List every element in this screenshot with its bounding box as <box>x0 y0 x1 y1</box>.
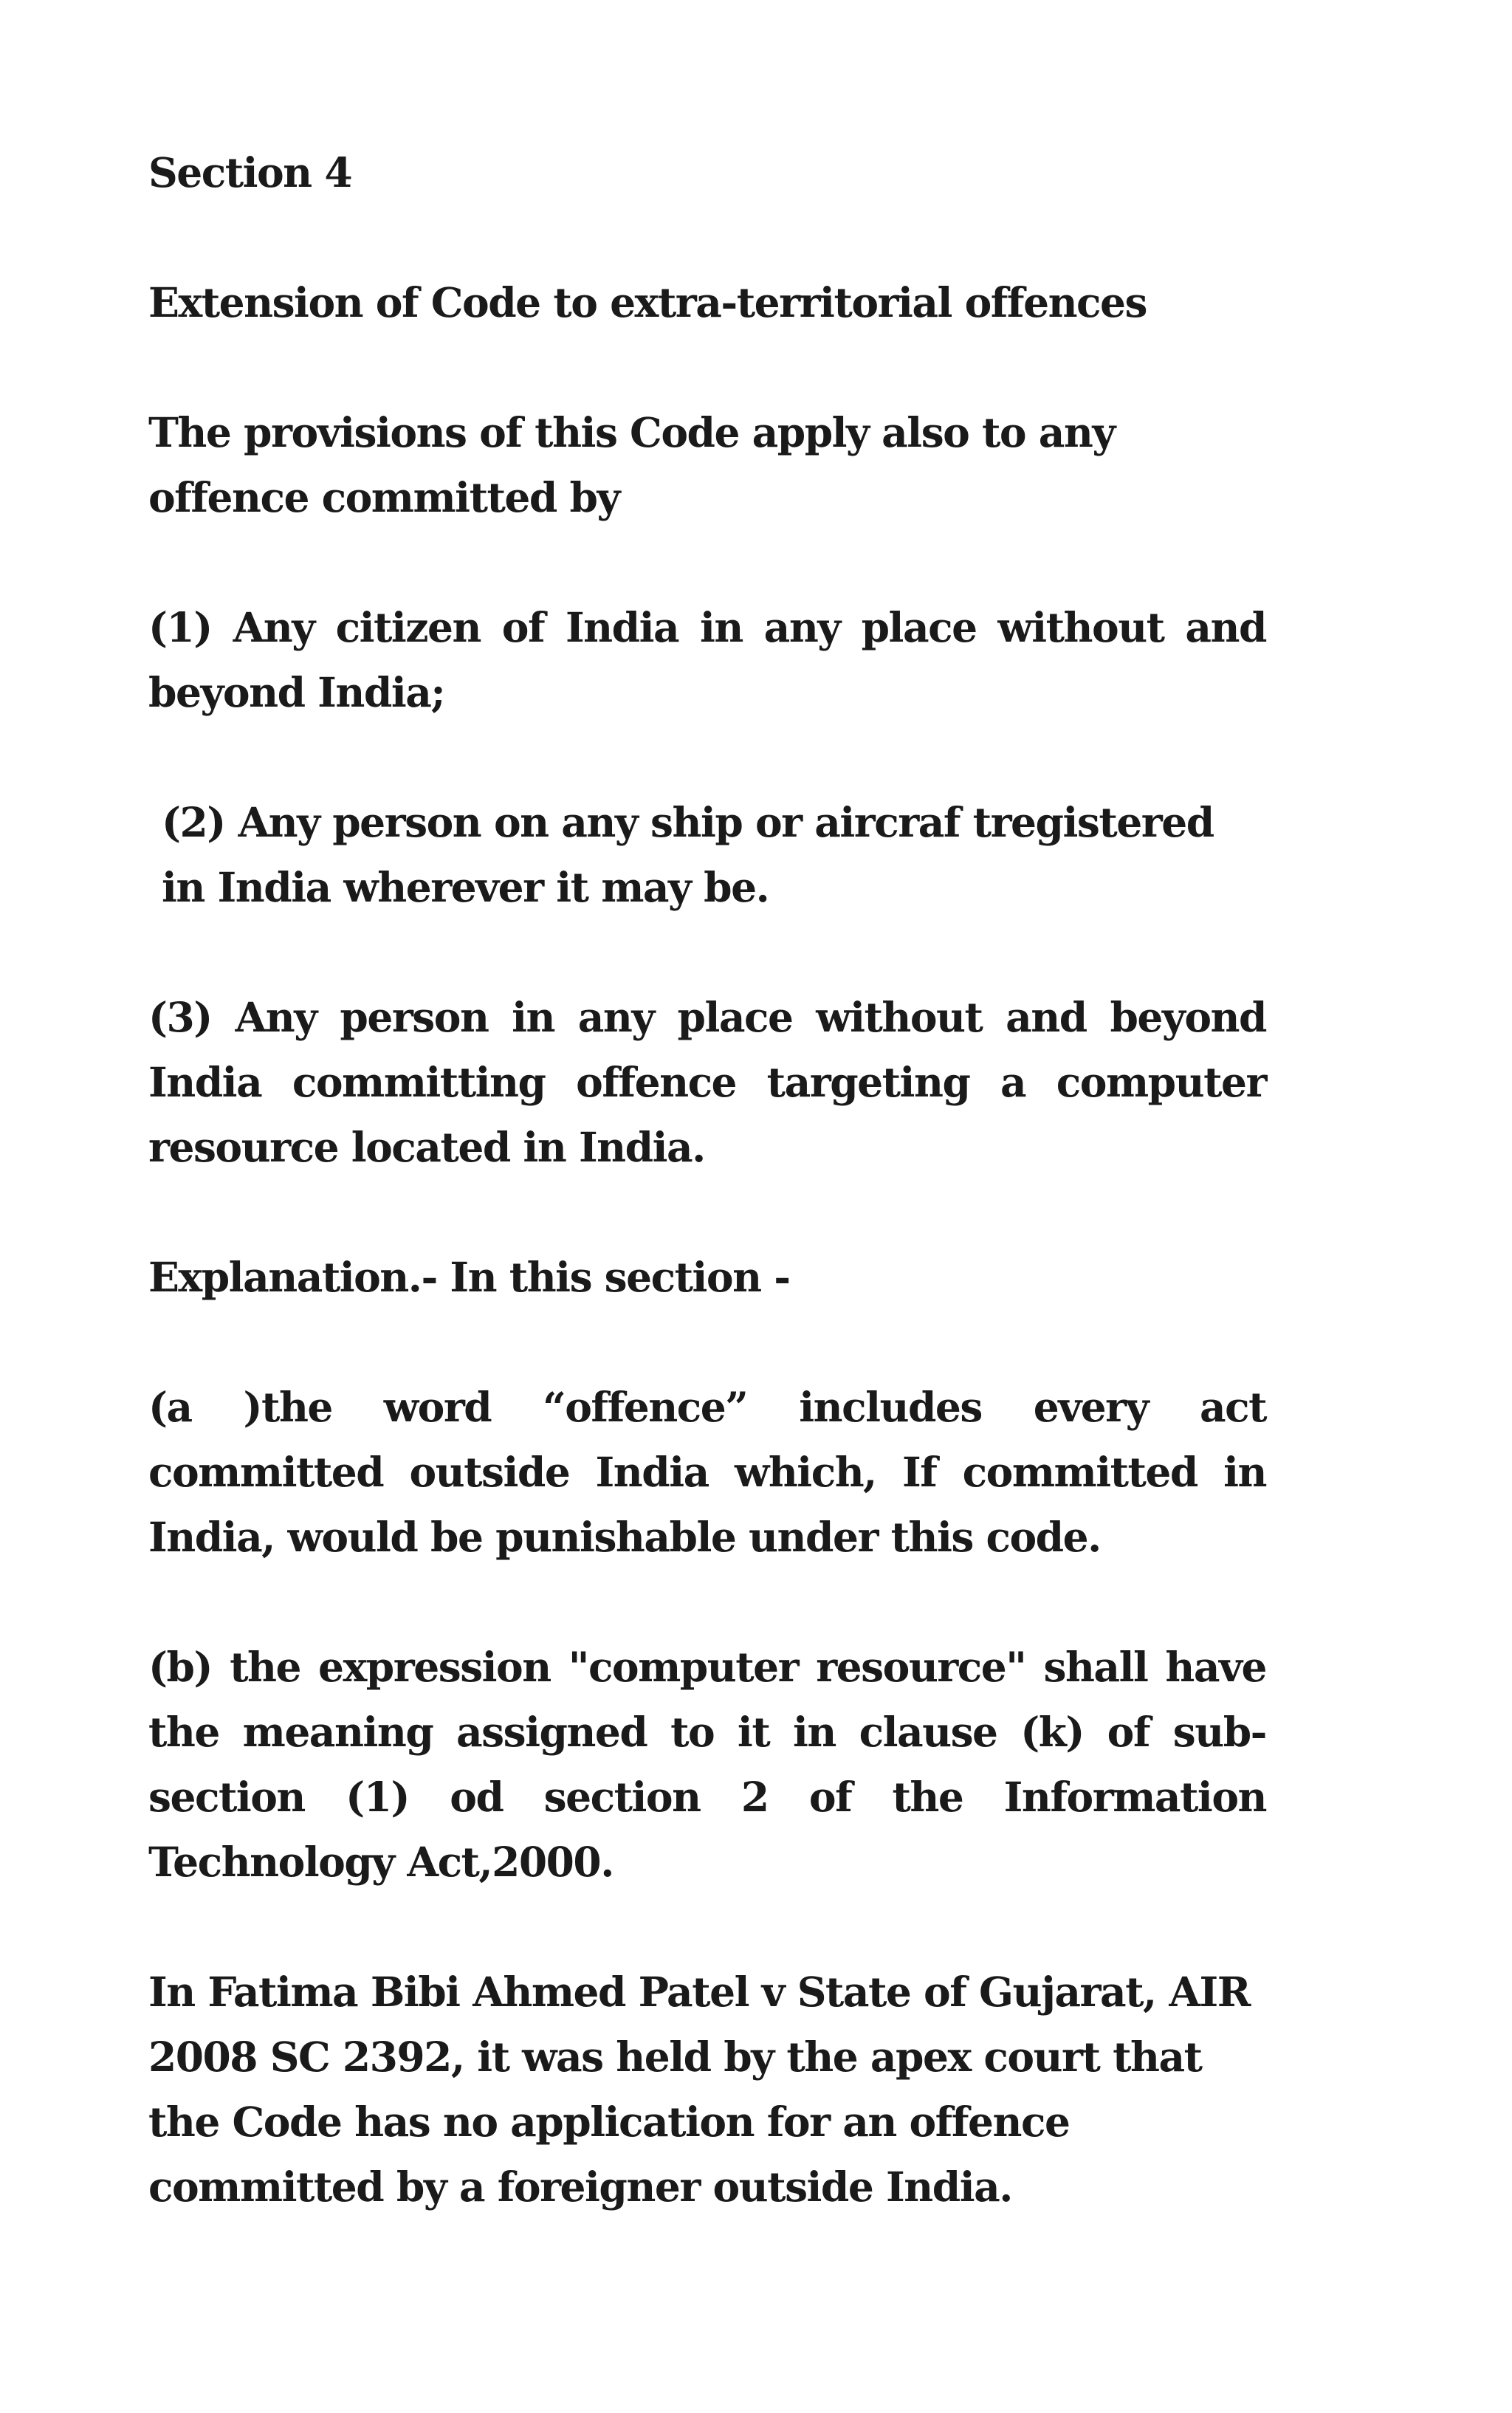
intro-paragraph: The provisions of this Code apply also to any offence committed by <box>148 408 1115 521</box>
section-title: Extension of Code to extra-territorial offences <box>148 278 1147 326</box>
explanation-a: (a )the word “offence” includes every act committed outside India which, If committed in India, would be punishable under this code. <box>148 1383 1266 1561</box>
clause-2: (2) Any person on any ship or aircraf tregistered in India wherever it may be. <box>162 798 1214 911</box>
clause-1: (1) Any citizen of India in any place without and beyond India; <box>148 603 1266 716</box>
section-heading: Section 4 <box>148 148 352 196</box>
case-note: In Fatima Bibi Ahmed Patel v State of Gujarat, AIR 2008 SC 2392, it was held by the apex court that the Code has no application for an offence committed by a foreigner outside India. <box>148 1968 1250 2211</box>
explanation-heading: Explanation.- In this section - <box>148 1253 790 1301</box>
document-page <box>148 140 1266 2285</box>
explanation-b: (b) the expression "computer resource" shall have the meaning assigned to it in clause (k) of sub-section (1) od section 2 of the Information Technology Act,2000. <box>148 1643 1266 1886</box>
clause-3: (3) Any person in any place without and beyond India committing offence targeting a computer resource located in India. <box>148 993 1266 1171</box>
